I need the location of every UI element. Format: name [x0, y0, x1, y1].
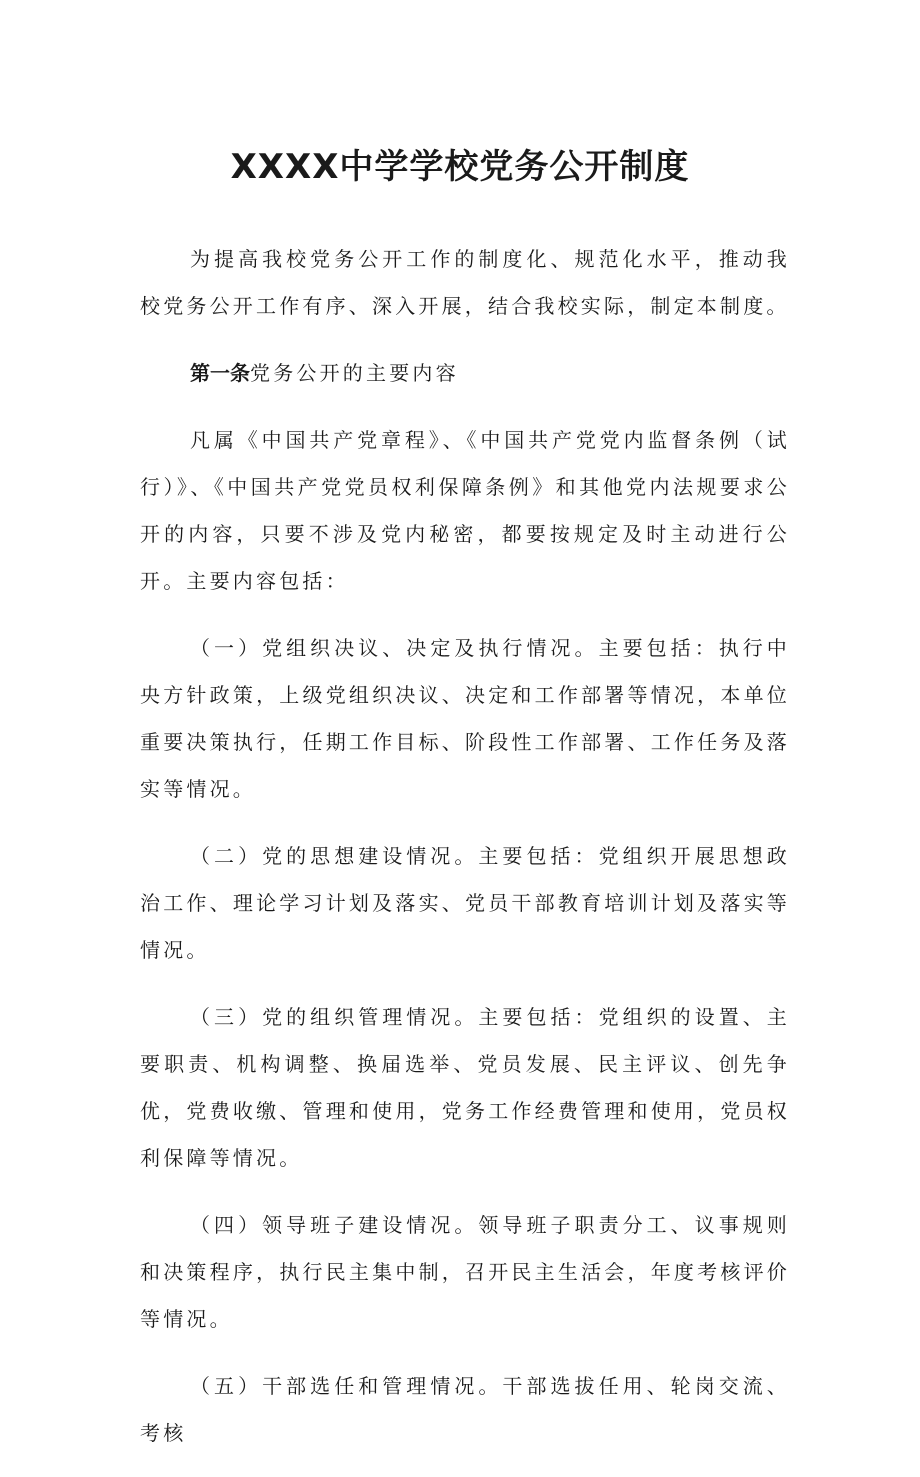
item-paragraph-2: （二）党的思想建设情况。主要包括：党组织开展思想政治工作、理论学习计划及落实、党员干部教育培训计划及落实等情况。	[140, 844, 790, 962]
intro-paragraph: 为提高我校党务公开工作的制度化、规范化水平，推动我校党务公开工作有序、深入开展，结合我校实际，制定本制度。	[140, 247, 790, 318]
article-1-paragraph	[140, 350, 790, 397]
item-paragraph-3: （三）党的组织管理情况。主要包括：党组织的设置、主要职责、机构调整、换届选举、党员发展、民主评议、创先争优，党费收缴、管理和使用，党务工作经费管理和使用，党员权利保障等情况。	[140, 1005, 790, 1170]
document-body	[140, 236, 790, 1477]
article-1-subject: 党务公开的主要内容	[250, 361, 459, 385]
item-paragraph-4: （四）领导班子建设情况。领导班子职责分工、议事规则和决策程序，执行民主集中制，召开民主生活会，年度考核评价等情况。	[140, 1213, 790, 1331]
item-paragraph-1: （一）党组织决议、决定及执行情况。主要包括：执行中央方针政策，上级党组织决议、决定和工作部署等情况，本单位重要决策执行，任期工作目标、阶段性工作部署、工作任务及落实等情况。	[140, 636, 790, 801]
scope-paragraph: 凡属《中国共产党章程》、《中国共产党党内监督条例（试行）》、《中国共产党党员权利保障条例》和其他党内法规要求公开的内容，只要不涉及党内秘密，都要按规定及时主动进行公开。主要内容包括：	[140, 428, 790, 593]
document-title: XXXX中学学校党务公开制度	[230, 146, 690, 187]
article-1-heading: 第一条	[190, 361, 250, 385]
item-paragraph-5: （五）干部选任和管理情况。干部选拔任用、轮岗交流、考核	[140, 1374, 790, 1445]
